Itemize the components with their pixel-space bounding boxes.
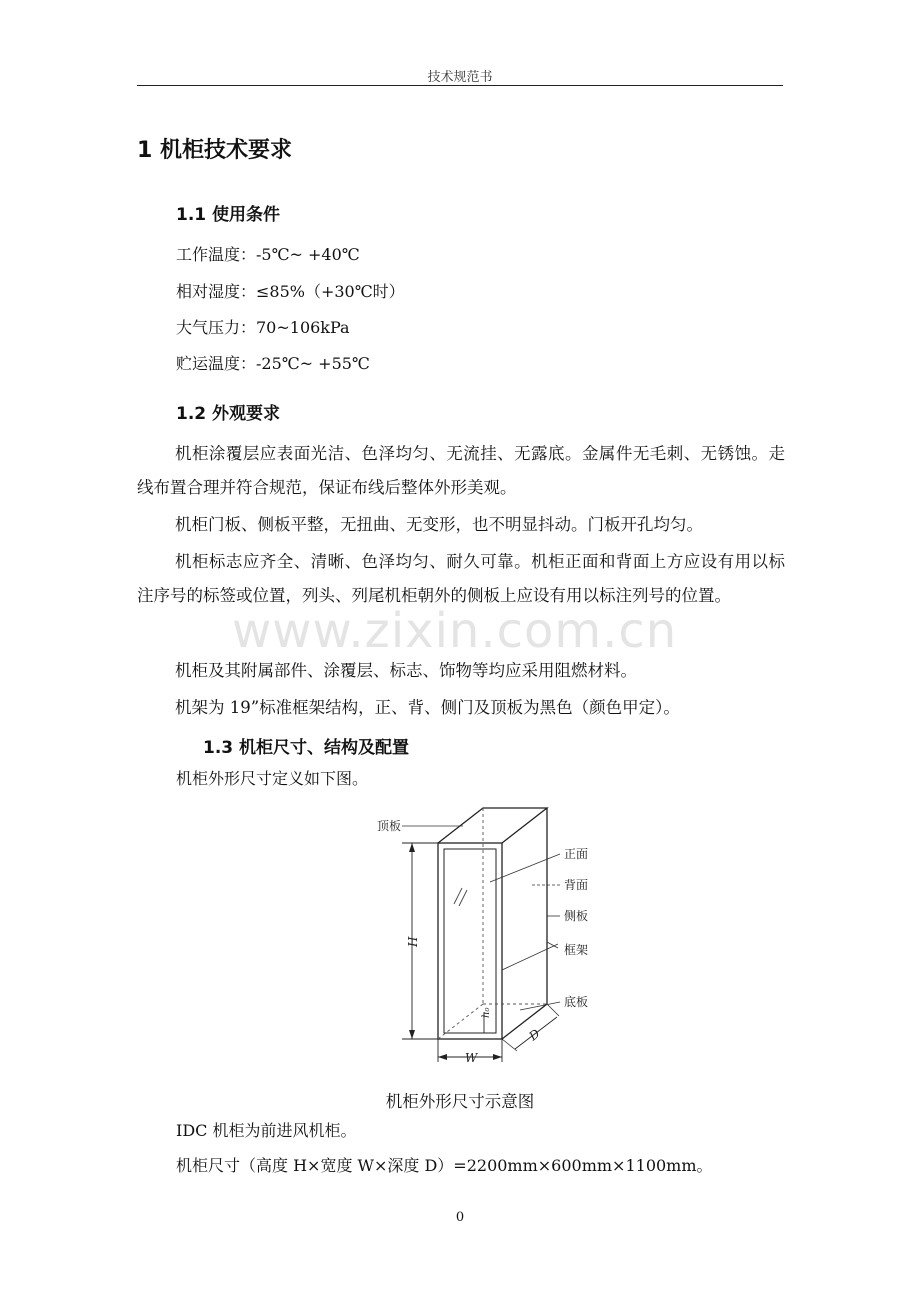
cabinet-dimension-diagram <box>360 800 620 1070</box>
leader-frame <box>502 944 558 970</box>
subsection-heading-conditions: 1.1 使用条件 <box>176 205 281 225</box>
body-paragraph: 机架为 19”标准框架结构，正、背、侧门及顶板为黑色（颜色甲定）。 <box>175 698 680 717</box>
subsection-heading-appearance: 1.2 外观要求 <box>176 404 281 424</box>
label-side-panel: 侧板 <box>564 909 589 923</box>
page-number: 0 <box>455 1210 465 1225</box>
label-height: H <box>406 936 420 947</box>
watermark: www.zixin.com.cn <box>232 603 678 659</box>
label-frame: 框架 <box>564 943 589 957</box>
label-front: 正面 <box>564 847 589 861</box>
section-heading: 1 机柜技术要求 <box>137 138 292 163</box>
body-paragraph: 机柜及其附属部件、涂覆层、标志、饰物等均应采用阻燃材料。 <box>175 661 637 680</box>
body-line: 机柜尺寸（高度 H×宽度 W×深度 D）=2200mm×600mm×1100mm。 <box>176 1156 713 1175</box>
top-face <box>438 808 547 843</box>
figure-intro: 机柜外形尺寸定义如下图。 <box>176 769 369 788</box>
body-paragraph: 机柜涂覆层应表面光洁、色泽均匀、无流挂、无露底。金属件无毛刺、无锈蚀。走线布置合理并符合规范，保证布线后整体外形美观。 <box>137 444 785 497</box>
body-line: IDC 机柜为前进风机柜。 <box>176 1121 357 1140</box>
figure-caption: 机柜外形尺寸示意图 <box>385 1092 535 1111</box>
arrowhead <box>493 1054 502 1060</box>
header-divider <box>137 85 783 86</box>
label-back: 背面 <box>564 878 589 892</box>
arrowhead <box>409 843 415 852</box>
hidden-edge-diagonal <box>438 1004 483 1039</box>
front-face-outline <box>438 843 502 1039</box>
label-depth: D <box>526 1026 543 1044</box>
condition-item: 相对湿度：≤85%（+30℃时） <box>176 282 405 301</box>
arrowhead <box>438 1054 447 1060</box>
condition-item: 贮运温度：-25℃~ +55℃ <box>176 354 370 373</box>
label-base-height: h₀ <box>481 1007 492 1018</box>
label-top-panel: 顶板 <box>377 819 402 833</box>
arrowhead <box>409 1030 415 1039</box>
label-width: W <box>465 1051 478 1065</box>
frame-inner <box>444 849 496 1033</box>
condition-item: 大气压力：70~106kPa <box>176 318 350 337</box>
body-paragraph: 机柜标志应齐全、清晰、色泽均匀、耐久可靠。机柜正面和背面上方应设有用以标注序号的标签或位置，列头、列尾机柜朝外的侧板上应设有用以标注列号的位置。 <box>137 552 785 605</box>
condition-item: 工作温度：-5℃~ +40℃ <box>176 245 360 264</box>
subsection-heading-dimensions: 1.3 机柜尺寸、结构及配置 <box>203 738 410 758</box>
label-bottom-panel: 底板 <box>564 995 589 1009</box>
page-header-title: 技术规范书 <box>427 70 493 85</box>
body-paragraph: 机柜门板、侧板平整，无扭曲、无变形，也不明显抖动。门板开孔均匀。 <box>175 515 703 534</box>
leader-front <box>490 854 560 882</box>
